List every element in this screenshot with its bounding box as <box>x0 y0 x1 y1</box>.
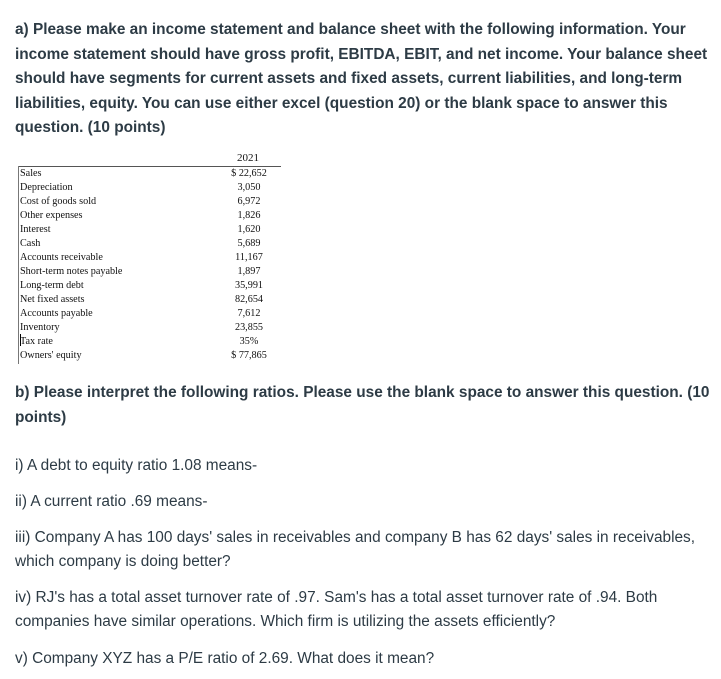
table-row <box>20 251 282 265</box>
row-label: Other expenses <box>20 210 83 221</box>
row-label: Cost of goods sold <box>20 196 97 207</box>
row-value: $ 77,865 <box>231 350 267 361</box>
row-value: 11,167 <box>235 252 263 263</box>
table-row <box>20 265 282 279</box>
row-value: 5,689 <box>237 238 261 249</box>
row-value: 35% <box>239 336 259 347</box>
year-header: 2021 <box>237 152 259 164</box>
row-value: 7,612 <box>237 308 261 319</box>
row-label: Long-term debt <box>20 280 84 291</box>
row-label: Depreciation <box>20 182 73 193</box>
row-value: $ 22,652 <box>231 168 267 179</box>
row-label: Net fixed assets <box>20 294 85 305</box>
row-label: Owners' equity <box>20 350 82 361</box>
row-value: 6,972 <box>237 196 261 207</box>
row-value: 82,654 <box>234 294 263 305</box>
row-label: Short-term notes payable <box>20 266 123 277</box>
table-row <box>20 335 282 349</box>
row-value: 1,897 <box>237 266 261 277</box>
row-value: 1,620 <box>237 224 261 235</box>
table-row <box>20 293 282 307</box>
text-cursor <box>20 334 21 346</box>
table-row <box>20 307 282 321</box>
table-row <box>20 209 282 223</box>
row-label: Cash <box>20 238 41 249</box>
table-row <box>20 237 282 251</box>
row-value: 35,991 <box>234 280 263 291</box>
table-row <box>20 195 282 209</box>
row-label: Accounts payable <box>20 308 93 319</box>
table-left-border <box>18 166 19 364</box>
row-value: 1,826 <box>237 210 261 221</box>
ratio-question-3: iii) Company A has 100 days' sales in receivables and company B has 62 days' sales in receivables, which company is doing better? <box>15 529 696 570</box>
ratio-question-2: ii) A current ratio .69 means- <box>15 493 208 510</box>
row-value: 23,855 <box>234 322 263 333</box>
row-label: Interest <box>20 224 51 235</box>
ratio-question-1: i) A debt to equity ratio 1.08 means- <box>15 457 258 474</box>
table-row <box>20 321 282 335</box>
question-b-text: b) Please interpret the following ratios. Please use the blank space to answer this question. (10 points) <box>15 384 710 426</box>
ratio-question-5: v) Company XYZ has a P/E ratio of 2.69. What does it mean? <box>15 650 435 667</box>
row-label: Tax rate <box>20 336 53 347</box>
ratio-question-4: iv) RJ's has a total asset turnover rate of .97. Sam's has a total asset turnover rate of .94. Both companies have similar operations. Which firm is utilizing the assets efficiently? <box>15 589 658 630</box>
table-row <box>20 279 282 293</box>
question-a-text: a) Please make an income statement and balance sheet with the following information. Your income statement should have gross profit, EBITDA, EBIT, and net income. Your balance sheet should have segments for current assets and fixed assets, current liabilities, and long-term liabilities, equity. You can use either excel (question 20) or the blank space to answer this question. (10 points) <box>15 21 708 136</box>
table-row <box>20 349 282 363</box>
table-row <box>20 223 282 237</box>
row-value: 3,050 <box>237 182 261 193</box>
table-row <box>20 181 282 195</box>
row-label: Sales <box>20 168 42 179</box>
row-label: Accounts receivable <box>20 252 103 263</box>
row-label: Inventory <box>20 322 60 333</box>
table-row <box>20 167 282 181</box>
